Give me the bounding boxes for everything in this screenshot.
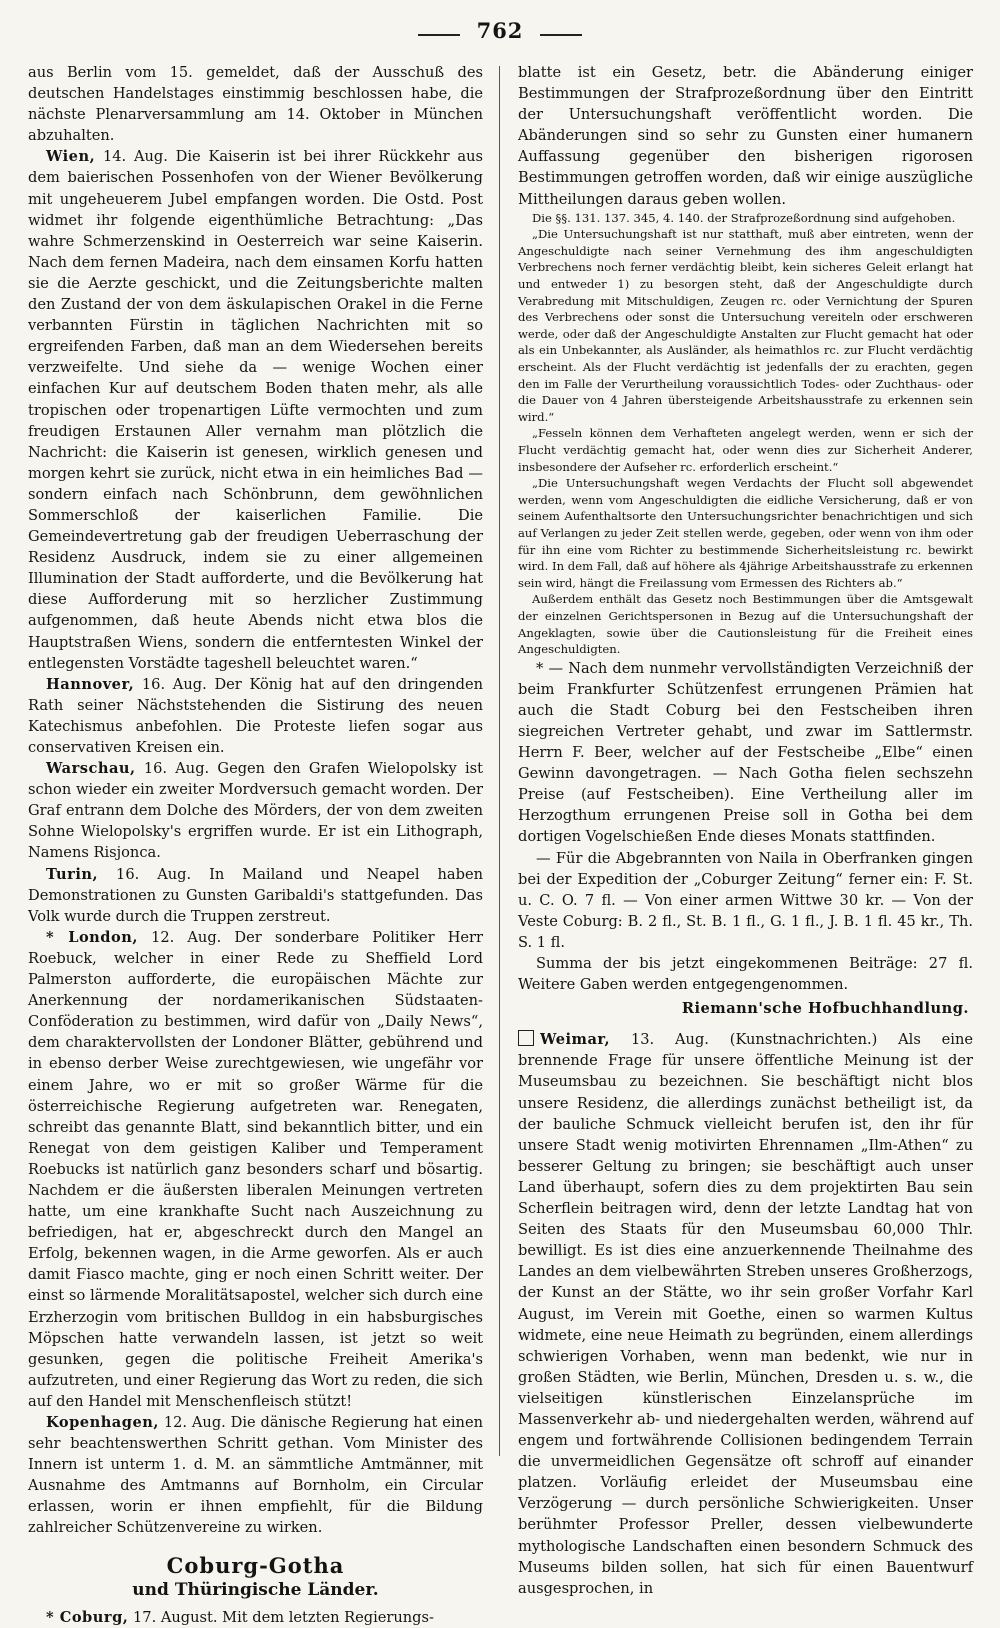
dateline-hannover: Hannover, [46,675,135,693]
article-warschau-text: 16. Aug. Gegen den Grafen Wielopolsky ist schon wieder ein zweiter Mordversuch gemacht worden. Der Graf entrann dem Dolche des Mörders, der von dem zweiten Sohne Wielopolsky's ergriffen wurde. Er ist ein Lithograph, Namens Risjonca. [28,760,483,862]
dateline-london: * London, [46,928,138,946]
dateline-wien: Wien, [46,148,96,166]
law-excerpt-4: „Die Untersuchungshaft wegen Verdachts der Flucht soll abgewendet werden, wenn vom Angeschuldigten die eidliche Versicherung, daß er von seinem Aufenthaltsorte den Untersuchungsrichter benachrichtigen und sich auf Verlangen zu jeder Zeit stellen werde, gegeben, oder wenn von ihm oder für ihn eine vom Richter zu bestimmende Sicherheitsleistung rc. bewirkt wird. In dem Fall, daß auf höhere als 4jährige Arbeitshausstrafe zu erkennen sein wird, hängt die Freilassung vom Ermessen des Richters ab.“ [518,476,973,590]
dateline-kopenhagen: Kopenhagen, [46,1414,159,1431]
law-excerpt-1: Die §§. 131. 137. 345, 4. 140. der Strafprozeßordnung sind aufgehoben. [532,210,956,225]
article-kopenhagen-text: 12. Aug. Die dänische Regierung hat einen sehr beachtenswerthen Schritt gethan. Vom Minister des Innern ist unterm 1. d. M. an sämmtliche Amtmänner, mit Ausnahme des Amtmanns auf Bornholm, ein Circular erlassen, worin er ihnen empfiehlt, für die Bildung zahlreicher Schützenvereine zu wirken. [28,1414,483,1537]
article-hannover [28,674,483,758]
article-wien [28,146,483,673]
header-rule-right [540,34,582,36]
dateline-turin: Turin, [46,865,99,883]
law-excerpt-3: „Fesseln können dem Verhafteten angelegt werden, wenn er sich der Flucht verdächtig gemacht hat, oder wenn dies zur Sicherheit Anderer, insbesondere der Aufseher rc. erforderlich erscheint.“ [518,426,973,474]
dateline-weimar: Weimar, [540,1031,611,1049]
dateline-coburg: * Coburg, [46,1608,129,1626]
signature: Riemann'sche Hofbuchhandlung. [681,1000,969,1018]
section-subtitle: und Thüringische Länder. [132,1579,379,1600]
article-warschau [28,758,483,863]
article-schuetzenfest: * — Nach dem nunmehr vervollständigten Verzeichniß der beim Frankfurter Schützenfest errungenen Prämien hat auch die Stadt Coburg bei den Festscheiben ihren siegreichen Vertreter gehabt, und zwar im Sattlermstr. Herrn F. Beer, welcher auf der Festscheibe „Elbe“ einen Gewinn davongetragen. — Nach Gotha fielen sechszehn Preise (auf Festscheiben). Eine Vertheilung aller im Herzogthum errungenen Preise soll in Gotha bei dem dortigen Vogelschießen Ende dieses Monats stattfinden. [518,659,973,846]
article-london-text: 12. Aug. Der sonderbare Politiker Herr Roebuck, welcher in einer Rede zu Sheffield Lord Palmerston aufforderte, die europäischen Mächte zur Anerkennung der nordamerikanischen Südstaaten-Conföderation zu bestimmen, wird dafür von „Daily News“, dem charaktervollsten der Londoner Blätter, gebührend und in ebenso derber Weise zurechtgewiesen, wie ungefähr vor einem Jahre, wo er mit so großer Wärme für die österreichische Regierung aufgetreten war. Renegaten, schreibt das genannte Blatt, sind bekanntlich bitter, und ein Renegat von dem geistigen Kaliber und Temperament Roebucks ist natürlich ganz besonders scharf und bösartig. Nachdem er die äußersten liberalen Meinungen vertreten hatte, um eine krankhafte Sucht nach Auszeichnung zu befriedigen, hat er, abgeschreckt durch den Mangel an Erfolg, bekennen wagen, in die Arme geworfen. Als er auch damit Fiasco machte, ging er noch einen Schritt weiter. Der einst so lärmende Moralitätsapostel, welcher sich durch eine Erzherzogin vom britischen Bulldog in ein habsburgisches Möpschen hatte verwandeln lassen, ist jetzt so weit gesunken, gegen die politische Freiheit Amerika's aufzutreten, und einer Regierung das Wort zu reden, die sich auf den Handel mit Menschenfleisch stützt! [28,928,484,1410]
header-rule-left [418,34,460,36]
right-column [518,62,973,1597]
article-london [28,927,483,1412]
law-excerpt-5: Außerdem enthält das Gesetz noch Bestimmungen über die Amtsgewalt der einzelnen Gerichtspersonen in Bezug auf die Untersuchungshaft der Angeklagten, sowie über die Cautionsleistung für die Freiheit eines Angeschuldigten. [518,592,973,657]
page-header [0,18,1000,48]
section-title: Coburg-Gotha [166,1552,345,1578]
berlin-continuation: aus Berlin vom 15. gemeldet, daß der Ausschuß des deutschen Handelstages einstimmig beschlossen habe, die nächste Plenarversammlung am 14. Oktober in München abzuhalten. [28,64,483,145]
article-hannover-text: 16. Aug. Der König hat auf den dringenden Rath seiner Nächststehenden die Sistirung des neuen Katechismus anbefohlen. Die Proteste liefen sogar aus conservativen Kreisen ein. [28,675,483,756]
dateline-warschau: Warschau, [46,760,136,778]
square-marker-icon [518,1030,534,1046]
article-coburg-text: 17. August. Mit dem letzten Regierungs- [133,1608,434,1626]
article-kopenhagen [28,1412,483,1539]
law-excerpt-2: „Die Untersuchungshaft ist nur statthaft, muß aber eintreten, wenn der Angeschuldigte nach seiner Vernehmung des ihm angeschuldigten Verbrechens noch ferner verdächtig bleibt, kein sicheres Geleit erlangt hat und entweder 1) zu besorgen steht, daß der Angeschuldigte durch Verabredung mit Mitschuldigen, Zeugen rc. oder Vernichtung der Spuren des Verbrechens oder sonst die Untersuchung vereiteln oder erschweren werde, oder daß der Angeschuldigte Anstalten zur Flucht gemacht hat oder als ein Unbekannter, als Ausländer, als heimathlos rc. zur Flucht verdächtig erscheint. Als der Flucht verdächtig ist jedenfalls der zu erachten, gegen den im Falle der Verurtheilung voraussichtlich Todes- oder Zuchthaus- oder die Dauer von 4 Jahren übersteigende Arbeitshausstrafe zu erkennen sein wird.“ [518,227,973,424]
left-column [28,62,484,1626]
donations-summary: Summa der bis jetzt eingekommenen Beiträge: 27 fl. Weitere Gaben werden entgegengenommen. [518,955,973,994]
article-naila-donations: — Für die Abgebrannten von Naila in Oberfranken gingen bei der Expedition der „Coburger Zeitung“ ferner ein: F. St. u. C. O. 7 fl. — Von einer armen Wittwe 30 kr. — Von der Veste Coburg: B. 2 fl., St. B. 1 fl., G. 1 fl., J. B. 1 fl. 45 kr., Th. S. 1 fl. [518,849,973,951]
law-excerpt [518,210,973,658]
article-coburg [28,1607,483,1628]
article-weimar [518,1029,973,1599]
article-weimar-text: 13. Aug. (Kunstnachrichten.) Als eine brennende Frage für unsere öffentliche Meinung ist der Museumsbau zu bezeichnen. Sie beschäftigt nicht blos unsere Residenz, die allerdings zunächst betheiligt ist, da der bauliche Schmuck vielleicht berufen ist, den ihr für unsere Stadt wenig motivirten Ehrennamen „Ilm-Athen“ zu besserer Geltung zu bringen; sie beschäftigt auch unser Land überhaupt, sofern dies zu dem projektirten Bau sein Scherflein beitragen wird, denn der letzte Landtag hat von Seiten des Staats für den Museumsbau 60,000 Thlr. bewilligt. Es ist dies eine anzuerkennende Theilnahme des Landes an dem vielbewährten Streben unseres Großherzogs, der Kunst an der Stätte, wo ihr sein großer Vorfahr Karl August, im Verein mit Goethe, einen so warmen Kultus widmete, eine neue Heimath zu begründen, einem allerdings schwierigen Vorhaben, wenn man bedenkt, wie nur in großen Städten, wie Berlin, München, Dresden u. s. w., die vielseitigen künstlerischen Einzelansprüche im Massenverkehr ab- und niedergehalten werden, während auf engem und fortwährende Collisionen bedingendem Terrain die unvermeidlichen Gegensätze oft schroff auf einander platzen. Vorläufig erleidet der Museumsbau eine Verzögerung — durch persönliche Schwierigkeiten. Unser berühmter Professor Preller, dessen vielbewunderte mythologische Landschaften einen besondern Schmuck des Museums bilden sollen, hat sich für einen Bauentwurf ausgesprochen, in [518,1031,973,1597]
article-wien-text: 14. Aug. Die Kaiserin ist bei ihrer Rückkehr aus dem baierischen Possenhofen von der Wiener Bevölkerung mit ungeheuerem Jubel empfangen worden. Die Ostd. Post widmet ihr folgende eigenthümliche Betrachtung: „Das wahre Schmerzenskind in Oesterreich war seine Kaiserin. Nach dem fernen Madeira, nach dem einsamen Korfu hatten sie die Aerzte geschickt, und die Zeitungsberichte malten den Zustand der von dem äskulapischen Orakel in die Ferne verbannten Fürstin in täglichen Nachrichten mit so ergreifenden Farben, daß man an dem Wiedersehen bereits verzweifelte. Und siehe da — wenige Wochen einer einfachen Kur auf deutschem Boden thaten mehr, als alle tropischen oder tropenartigen Lüfte vermochten und zum freudigen Erstaunen Aller vernahm man plötzlich die Nachricht: die Kaiserin ist genesen, wirklich genesen und morgen kehrt sie zurück, nicht etwa in ein heimliches Bad — sondern einfach nach Schönbrunn, dem gewöhnlichen Sommerschloß der kaiserlichen Familie. Die Gemeindevertretung gab der freudigen Ueberraschung der Residenz Ausdruck, indem sie zu einer allgemeinen Illumination der Stadt aufforderte, und die Bevölkerung hat diese Aufforderung mit so herzlicher Zustimmung aufgenommen, daß heute Abends nicht etwa blos die Hauptstraßen Wiens, sondern die entferntesten Winkel der entlegensten Vorstädte tageshell beleuchtet waren.“ [28,148,484,672]
page-number: 762 [476,18,524,43]
article-turin-text: 16. Aug. In Mailand und Neapel haben Demonstrationen zu Gunsten Garibaldi's stattgefunden. Das Volk wurde durch die Truppen zerstreut. [28,865,483,925]
article-turin [28,864,483,927]
column-divider [499,66,500,1456]
section-heading [28,1553,483,1601]
coburg-continuation: blatte ist ein Gesetz, betr. die Abänderung einiger Bestimmungen der Strafprozeßordnung über den Eintritt der Untersuchungshaft veröffentlicht worden. Die Abänderungen sind so sehr zu Gunsten einer humanern Auffassung gegenüber den bisherigen rigorosen Bestimmungen getroffen worden, daß wir einige auszügliche Mittheilungen daraus geben wollen. [518,64,973,208]
